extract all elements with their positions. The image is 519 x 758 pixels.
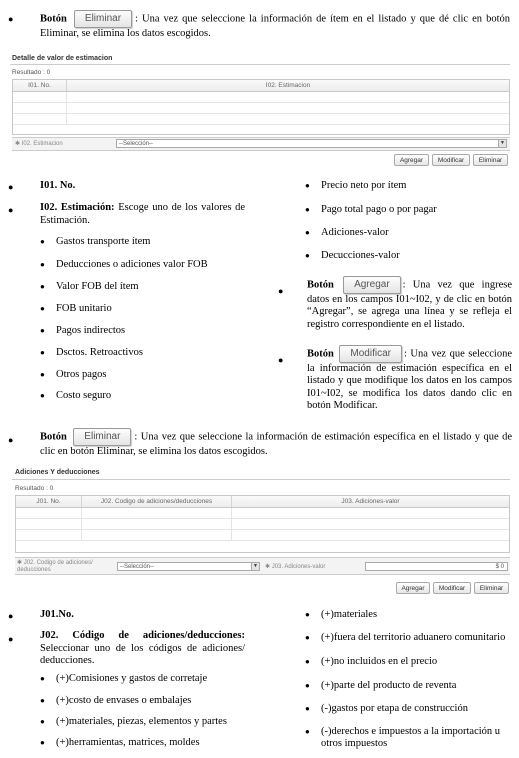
table-row[interactable] [16,519,509,530]
list-item: (+)parte del producto de reventa [321,680,457,691]
list-item: Costo seguro [56,390,112,401]
delete-button[interactable]: Eliminar [473,154,508,166]
col-header-j02[interactable]: J02. Codigo de adiciones/deducciones [82,496,232,507]
chevron-down-icon[interactable]: ▼ [498,140,506,147]
list-item: Decucciones-valor [321,250,400,261]
col-header-i01[interactable]: I01. No. [13,80,67,91]
list-item: (-)derechos e impuestos a la importación u otros impuestos [321,726,501,749]
field-label-j02: ✱ J02. Codigo de adiciones/ deducciones [17,560,93,573]
i02-description [40,202,245,227]
i02-label: I02. Estimación: [40,202,115,213]
list-item: Deducciones o adiciones valor FOB [56,259,208,270]
list-item: (+)no incluidos en el precio [321,656,438,667]
col-header-i02[interactable]: I02. Estimacion [265,82,311,89]
adiciones-valor-value: $ 0 [495,564,504,570]
modificar-paragraph [307,345,512,412]
list-item: Gastos transporte ítem [56,236,151,247]
estimation-grid[interactable] [12,79,510,135]
list-item: Dsctos. Retroactivos [56,347,143,358]
list-item: Otros pagos [56,369,107,380]
agregar-label: Botón [307,279,334,291]
adiciones-grid[interactable] [15,495,510,553]
table-row[interactable] [13,103,509,114]
j02-label: J02. Código de adiciones/deducciones: [40,630,245,641]
panel2-title: Adiciones Y deducciones [15,469,100,476]
modificar-text: : Una vez que seleccione la información de estimación específica en el listado y que modifique los datos en los campos I01~I02, se modifica los datos dando clic en botón Modificar. [307,348,512,411]
panel1-title: Detalle de valor de estimacion [12,55,113,62]
list-item: Precio neto por ítem [321,180,407,191]
agregar-paragraph [307,276,512,331]
panel1-result-count: Resultado : 0 [12,69,51,76]
add-button[interactable]: Agregar [396,582,430,594]
section2-text: : Una vez que seleccione la información de estimación específica en el listado y que de clic en botón Eliminar, se elimina los datos escogidos. [40,431,513,457]
list-item: Adiciones-valor [321,227,389,238]
eliminar-button-image: Eliminar [73,428,131,446]
table-row[interactable] [13,92,509,103]
list-item: (+)Comisiones y gastos de corretaje [56,673,208,684]
add-button[interactable]: Agregar [394,154,429,166]
adiciones-select[interactable] [117,562,260,571]
agregar-button-image: Agregar [343,276,401,294]
i01-item: I01. No. [40,180,76,191]
estimation-select-value: --Selección-- [119,141,154,147]
modify-button[interactable]: Modificar [432,154,470,166]
list-item: (+)herramientas, matrices, moldes [56,737,200,748]
section2-label: Botón [40,431,67,443]
table-row[interactable] [16,530,509,541]
modificar-button-image: Modificar [339,345,402,363]
list-item: FOB unitario [56,303,112,314]
adiciones-select-value: --Selección-- [120,564,155,570]
list-item: Pago total pago o por pagar [321,204,437,215]
j01-item: J01.No. [40,609,74,620]
section1-paragraph [40,10,510,41]
section1-text: : Una vez que seleccione la información de ítem en el listado y que dé clic en botón Eliminar, se elimina los datos escogidos. [40,13,511,39]
section1-label: Botón [40,13,67,25]
list-item: (-)gastos por etapa de construcción [321,703,468,714]
delete-button[interactable]: Eliminar [474,582,509,594]
adiciones-valor-input[interactable] [365,562,508,571]
field-label-i02: ✱ I02. Estimacion [15,141,63,147]
modify-button[interactable]: Modificar [433,582,471,594]
field-label-j03: ✱ J03. Adiciones-valor [265,564,326,570]
list-item: Pagos indirectos [56,325,126,336]
modificar-label: Botón [307,348,334,360]
bullet: ● [8,14,14,24]
eliminar-button-image: Eliminar [74,10,132,28]
estimation-select[interactable] [116,139,507,148]
panel2-result-count: Resultado : 0 [15,485,54,492]
agregar-text: : Una vez que ingrese datos en los campos I01~I02, y de clic en botón “Agregar”, se agrega una línea y se refleja el registro correspondiente en el listado. [307,279,513,330]
section2-paragraph [40,428,512,459]
chevron-down-icon[interactable]: ▼ [251,563,259,570]
j02-text: Seleccionar uno de los códigos de adiciones/ deducciones. [40,642,245,666]
table-row[interactable] [13,114,509,125]
i02-text: Escoge uno de los valores de Estimación. [40,202,246,226]
col-header-j01[interactable]: J01. No. [16,496,82,507]
list-item: Valor FOB del ítem [56,281,139,292]
j02-description [40,630,245,668]
list-item: (+)materiales, piezas, elementos y partes [56,716,227,727]
list-item: (+)fuera del territorio aduanero comunitario [321,632,506,643]
col-header-j03[interactable]: J03. Adiciones-valor [341,498,400,505]
table-row[interactable] [16,508,509,519]
list-item: (+)materiales [321,609,378,620]
list-item: (+)costo de envases o embalajes [56,695,192,706]
